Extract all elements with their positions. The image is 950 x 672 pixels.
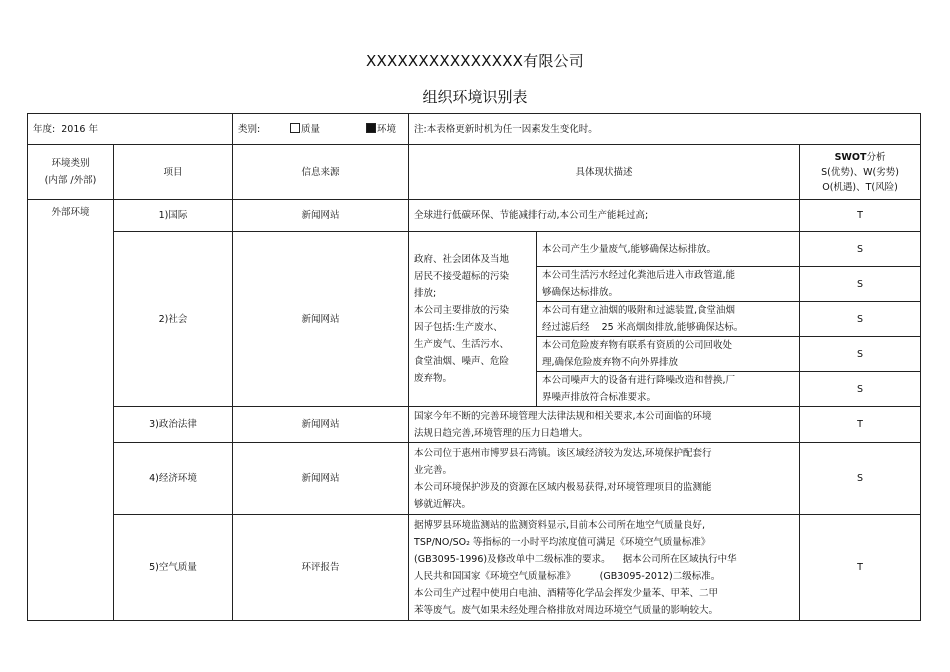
- swot-cell: S: [800, 337, 921, 372]
- table-row: [28, 200, 921, 232]
- source-cell: 新闻网站: [233, 200, 409, 232]
- year-label: 年度:: [33, 123, 56, 135]
- item-cell: 1)国际: [114, 200, 233, 232]
- subrow-description: [537, 302, 800, 337]
- header-source: 信息来源: [233, 145, 409, 200]
- source-cell: 环评报告: [233, 515, 409, 621]
- header-swot-title: SWOT: [834, 151, 867, 163]
- description-cell: [409, 515, 800, 621]
- header-swot-title-suffix: 分析: [866, 151, 886, 163]
- table-row: [28, 232, 921, 267]
- summary-line: 本公司主要排放的污染: [414, 305, 510, 316]
- description-line: 业完善。: [414, 464, 453, 476]
- category-label: 类别:: [238, 123, 261, 135]
- description-line: 本公司噪声大的设备有进行降噪改造和替换,厂: [542, 375, 736, 386]
- header-swot: [800, 145, 921, 200]
- table-row: [28, 515, 921, 621]
- item-cell: 4)经济环境: [114, 443, 233, 515]
- description-line: 本公司生产过程中使用白电油、酒精等化学品会挥发少量苯、甲苯、二甲: [414, 587, 719, 599]
- description-line: 苯等废气。废气如果未经处理合格排放对周边环境空气质量的影响较大。: [414, 604, 719, 616]
- header-item: 项目: [114, 145, 233, 200]
- table-row: [28, 443, 921, 515]
- description-line: 本公司环境保护涉及的资源在区域内极易获得,对环境管理项目的监测能: [414, 481, 712, 493]
- description-cell: [409, 443, 800, 515]
- swot-cell: T: [800, 515, 921, 621]
- summary-line: 政府、社会团体及当地: [414, 254, 510, 265]
- swot-cell: S: [800, 267, 921, 302]
- description-line: 本公司位于惠州市博罗县石湾镇。该区域经济较为发达,环境保护配套行: [414, 447, 712, 459]
- summary-line: 排放;: [414, 288, 437, 299]
- source-cell: 新闻网站: [233, 232, 409, 407]
- year-value: 2016 年: [61, 123, 98, 135]
- header-swot-sw: S(优势)、W(劣势): [821, 166, 899, 178]
- quality-checkbox[interactable]: [290, 123, 300, 133]
- description-line: TSP/NO/SO₂ 等指标的一小时平均浓度值可满足《环境空气质量标准》: [414, 536, 711, 548]
- header-env-type-line1: 环境类别: [51, 158, 90, 169]
- update-note: 注:本表格更新时机为任一因素发生变化时。: [414, 123, 598, 135]
- swot-cell: S: [800, 232, 921, 267]
- category-cell: [233, 114, 409, 145]
- description-line: 经过滤后经 25 米高烟囱排放,能够确保达标。: [542, 322, 744, 333]
- header-description: 具体现状描述: [409, 145, 800, 200]
- description-line: 据博罗县环境监测站的监测资料显示,目前本公司所在地空气质量良好,: [414, 519, 706, 531]
- summary-line: 居民不接受超标的污染: [414, 271, 510, 282]
- category-external: 外部环境: [28, 200, 114, 621]
- item-cell: 3)政治法律: [114, 407, 233, 443]
- description-line: 本公司生活污水经过化粪池后进入市政管道,能: [542, 270, 736, 281]
- swot-cell: S: [800, 443, 921, 515]
- header-env-type: [28, 145, 114, 200]
- description-line: 国家今年不断的完善环境管理大法律法规和相关要求,本公司面临的环境: [414, 410, 712, 422]
- environment-option-label: 环境: [377, 123, 397, 135]
- description-line: 够就近解决。: [414, 498, 472, 510]
- description-line: 本公司危险废弃物有联系有资质的公司回收处: [542, 340, 733, 351]
- swot-cell: T: [800, 407, 921, 443]
- description-line: 本公司产生少量废气,能够确保达标排放。: [542, 243, 717, 255]
- description-cell: [409, 407, 800, 443]
- source-cell: 新闻网站: [233, 407, 409, 443]
- table-row: [28, 407, 921, 443]
- swot-cell: S: [800, 302, 921, 337]
- subrow-description: [537, 372, 800, 407]
- item-cell: 2)社会: [114, 232, 233, 407]
- swot-cell: S: [800, 372, 921, 407]
- quality-option-label: 质量: [301, 123, 321, 135]
- swot-cell: T: [800, 200, 921, 232]
- year-cell: [28, 114, 233, 145]
- company-name: XXXXXXXXXXXXXXX有限公司: [366, 52, 584, 70]
- description-line: (GB3095-1996)及修改单中二级标准的要求。 据本公司所在区域执行中华: [414, 553, 737, 565]
- summary-line: 食堂油烟、噪声、危险: [414, 356, 510, 367]
- description-cell: [409, 200, 800, 232]
- description-line: 够确保达标排放。: [542, 287, 619, 298]
- document-title: 组织环境识别表: [422, 88, 528, 106]
- item-cell: 5)空气质量: [114, 515, 233, 621]
- source-cell: 新闻网站: [233, 443, 409, 515]
- subrow-description: [537, 232, 800, 267]
- society-summary-cell: [409, 232, 537, 407]
- note-cell: [409, 114, 921, 145]
- environment-checkbox[interactable]: [366, 123, 376, 133]
- header-env-type-line2: (内部 /外部): [44, 175, 97, 186]
- description-line: 全球进行低碳环保、节能减排行动,本公司生产能耗过高;: [414, 210, 649, 221]
- description-line: 理,确保危险废弃物不向外界排放: [542, 357, 679, 368]
- summary-line: 废弃物。: [414, 373, 453, 384]
- description-line: 人民共和国国家《环境空气质量标准》 (GB3095-2012)二级标准。: [414, 570, 721, 582]
- description-line: 界噪声排放符合标准要求。: [542, 392, 657, 403]
- header-swot-ot: O(机遇)、T(风险): [822, 181, 898, 193]
- subrow-description: [537, 337, 800, 372]
- environment-identification-table: [27, 113, 921, 621]
- header-row: [28, 145, 921, 200]
- description-line: 本公司有建立油烟的吸附和过滤装置,食堂油烟: [542, 305, 736, 316]
- subrow-description: [537, 267, 800, 302]
- summary-line: 生产废气、生活污水、: [414, 339, 510, 350]
- meta-row: [28, 114, 921, 145]
- summary-line: 因子包括:生产废水、: [414, 322, 503, 333]
- description-line: 法规日趋完善,环境管理的压力日趋增大。: [414, 427, 589, 439]
